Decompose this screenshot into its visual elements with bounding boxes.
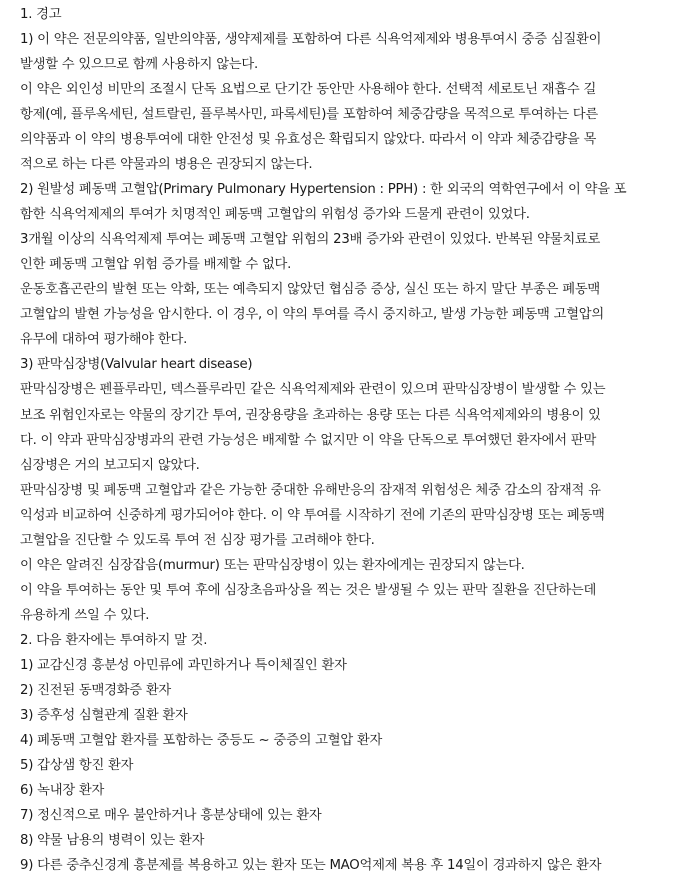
text-line: 판막심장병 및 폐동맥 고혈압과 같은 가능한 중대한 유해반응의 잠재적 위험성은 체중 감소의 잠재적 유	[20, 482, 601, 498]
text-line: 적으로 하는 다른 약물과의 병용은 권장되지 않는다.	[20, 157, 313, 173]
text-line: 3개월 이상의 식욕억제제 투여는 폐동맥 고혈압 위험의 23배 증가와 관련이 있었다. 반복된 약물치료로	[20, 232, 601, 248]
section-heading-warning: 1. 경고	[20, 7, 62, 22]
text-line: 고혈압을 진단할 수 있도록 투여 전 심장 평가를 고려해야 한다.	[20, 532, 375, 548]
list-item: 8) 약물 남용의 병력이 있는 환자	[20, 833, 205, 849]
list-item: 2) 진전된 동맥경화증 환자	[20, 682, 172, 698]
text-line: 이 약을 투여하는 동안 및 투여 후에 심장초음파상을 찍는 것은 발생될 수 있는 판막 질환을 진단하는데	[20, 582, 597, 598]
list-item: 1) 교감신경 흥분성 아민류에 과민하거나 특이체질인 환자	[20, 657, 347, 673]
section-heading-contraindications: 2. 다음 환자에는 투여하지 말 것.	[20, 632, 208, 648]
list-item: 4) 폐동맥 고혈압 환자를 포함하는 중등도 ~ 중증의 고혈압 환자	[20, 732, 383, 748]
text-line: 유용하게 쓰일 수 있다.	[20, 607, 150, 623]
text-line: 유무에 대하여 평가해야 한다.	[20, 332, 188, 348]
text-line: 다. 이 약과 판막심장병과의 관련 가능성은 배제할 수 없지만 이 약을 단독으로 투여했던 환자에서 판막	[20, 432, 597, 448]
list-item: 7) 정신적으로 매우 불안하거나 흥분상태에 있는 환자	[20, 808, 322, 823]
text-line: 의약품과 이 약의 병용투여에 대한 안전성 및 유효성은 확립되지 않았다. 따라서 이 약과 체중감량을 목	[20, 132, 597, 148]
text-line: 보조 위험인자로는 약물의 장기간 투여, 권장용량을 초과하는 용량 또는 다른 식욕억제제와의 병용이 있	[20, 407, 601, 423]
text-line: 1) 이 약은 전문의약품, 일반의약품, 생약제제를 포함하여 다른 식욕억제제와 병용투여시 중증 심질환이	[20, 32, 602, 48]
text-line: 발생할 수 있으므로 함께 사용하지 않는다.	[20, 57, 258, 73]
text-line: 항제(예, 플루옥세틴, 설트랄린, 플루복사민, 파록세틴)를 포함하여 체중감량을 목적으로 투여하는 다른	[20, 107, 598, 123]
list-item: 9) 다른 중추신경계 흥분제를 복용하고 있는 환자 또는 MAO억제제 복용 후 14일이 경과하지 않은 환자	[20, 858, 602, 874]
text-line: 함한 식욕억제제의 투여가 치명적인 폐동맥 고혈압의 위험성 증가와 드물게 관련이 있었다.	[20, 207, 530, 223]
list-item: 6) 녹내장 환자	[20, 782, 105, 798]
text-line: 판막심장병은 펜플루라민, 덱스플루라민 같은 식욕억제제와 관련이 있으며 판막심장병이 발생할 수 있는	[20, 382, 606, 398]
subsection-heading-valvular: 3) 판막심장병(Valvular heart disease)	[20, 357, 253, 373]
text-line: 인한 폐동맥 고혈압 위험 증가를 배제할 수 없다.	[20, 257, 292, 273]
text-line: 이 약은 알려진 심장잡음(murmur) 또는 판막심장병이 있는 환자에게는 권장되지 않는다.	[20, 557, 525, 573]
text-line: 운동호흡곤란의 발현 또는 악화, 또는 예측되지 않았던 협심증 증상, 실신 또는 하지 말단 부종은 폐동맥	[20, 282, 601, 298]
text-line: 고혈압의 발현 가능성을 암시한다. 이 경우, 이 약의 투여를 즉시 중지하고, 발생 가능한 폐동맥 고혈압의	[20, 307, 604, 323]
list-item: 3) 증후성 심혈관계 질환 환자	[20, 707, 188, 723]
text-line: 익성과 비교하여 신중하게 평가되어야 한다. 이 약 투여를 시작하기 전에 기존의 판막심장병 또는 폐동맥	[20, 507, 605, 523]
text-line: 2) 원발성 폐동맥 고혈압(Primary Pulmonary Hypertension : PPH) : 한 외국의 역학연구에서 이 약을 포	[20, 182, 627, 198]
text-line: 심장병은 거의 보고되지 않았다.	[20, 457, 200, 473]
text-line: 이 약은 외인성 비만의 조절시 단독 요법으로 단기간 동안만 사용해야 한다. 선택적 세로토닌 재흡수 길	[20, 82, 597, 98]
list-item: 5) 갑상샘 항진 환자	[20, 757, 134, 773]
